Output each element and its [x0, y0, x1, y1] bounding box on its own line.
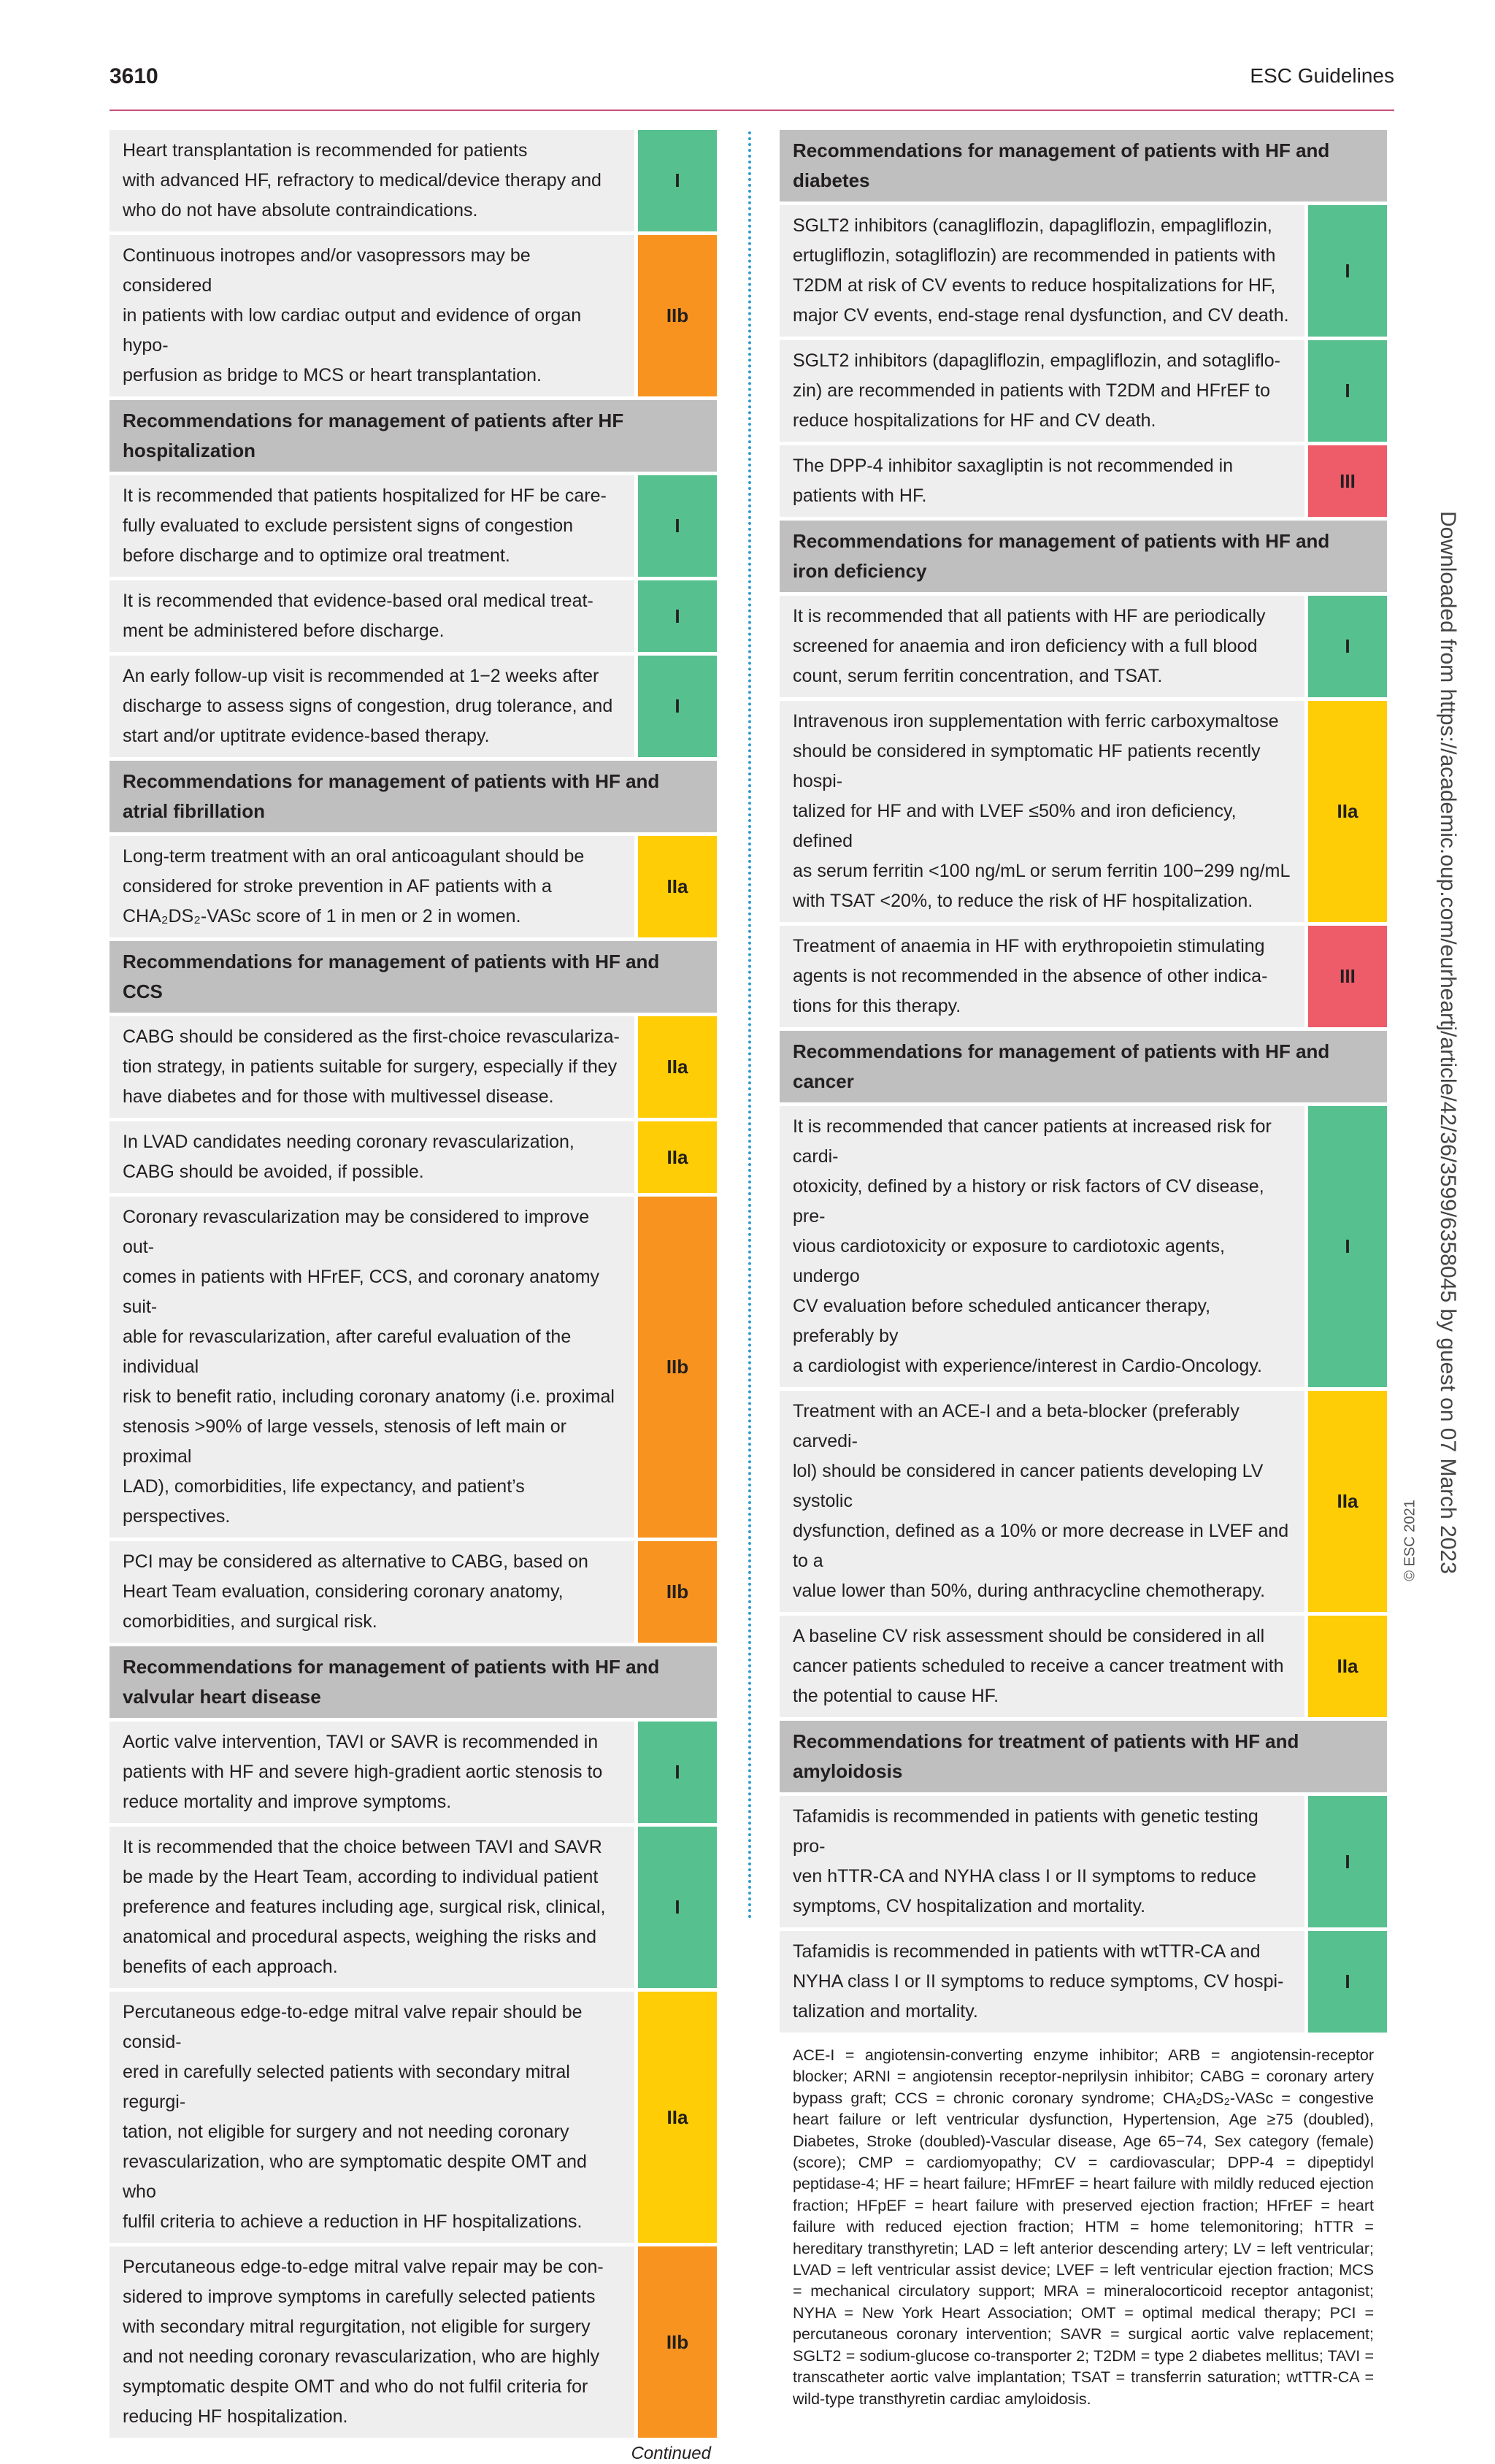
recommendation-row: [780, 1391, 1387, 1612]
recommendation-line: as serum ferritin <100 ng/mL or serum ferritin 100−299 ng/mL: [793, 861, 1291, 881]
recommendation-text: [780, 596, 1304, 697]
section-heading: [109, 1646, 717, 1718]
recommendation-line: Continuous inotropes and/or vasopressors may be considered: [123, 245, 531, 296]
recommendation-line: otoxicity, defined by a history or risk factors of CV disease, pre-: [793, 1176, 1264, 1227]
recommendation-text: [780, 701, 1304, 922]
recommendation-line: patients with HF.: [793, 485, 927, 506]
recommendation-line: A baseline CV risk assessment should be considered in all: [793, 1626, 1265, 1646]
recommendation-text: [109, 1827, 634, 1988]
recommendation-line: CHA₂DS₂-VASc score of 1 in men or 2 in women.: [123, 906, 521, 926]
section-heading-line: Recommendations for management of patients with HF and: [793, 139, 1330, 161]
recommendation-line: comorbidities, and surgical risk.: [123, 1611, 377, 1632]
recommendation-line: cancer patients scheduled to receive a cancer treatment with: [793, 1656, 1284, 1676]
recommendation-line: It is recommended that cancer patients at increased risk for cardi-: [793, 1116, 1272, 1167]
recommendation-line: perfusion as bridge to MCS or heart transplantation.: [123, 365, 542, 385]
recommendation-row: [780, 445, 1387, 517]
right-column: [780, 130, 1387, 2410]
recommendation-line: It is recommended that patients hospitalized for HF be care-: [123, 485, 607, 506]
recommendation-line: able for revascularization, after careful evaluation of the individual: [123, 1327, 572, 1377]
recommendation-line: preference and features including age, surgical risk, clinical,: [123, 1897, 606, 1917]
recommendation-line: Percutaneous edge-to-edge mitral valve repair may be con-: [123, 2257, 604, 2277]
section-heading: [780, 521, 1387, 592]
section-heading-line: cancer: [793, 1070, 854, 1092]
recommendation-text: [780, 340, 1304, 442]
recommendation-class-badge: I: [638, 130, 717, 231]
recommendation-line: It is recommended that all patients with HF are periodically: [793, 606, 1266, 626]
recommendation-row: [780, 926, 1387, 1027]
section-heading: [780, 1721, 1387, 1792]
recommendation-row: [109, 475, 717, 577]
section-heading: [109, 761, 717, 832]
recommendation-line: before discharge and to optimize oral treatment.: [123, 545, 510, 566]
recommendation-row: [780, 1106, 1387, 1387]
section-heading-line: Recommendations for management of patients with HF and: [123, 951, 660, 972]
recommendation-line: vious cardiotoxicity or exposure to cardiotoxic agents, undergo: [793, 1236, 1225, 1286]
section-heading: [780, 130, 1387, 202]
recommendation-line: risk to benefit ratio, including coronary anatomy (i.e. proximal: [123, 1386, 615, 1407]
recommendation-class-badge: IIb: [638, 1541, 717, 1643]
recommendation-line: revascularization, who are symptomatic despite OMT and who: [123, 2152, 587, 2202]
recommendation-line: tion strategy, in patients suitable for surgery, especially if they: [123, 1056, 618, 1077]
recommendation-row: [780, 596, 1387, 697]
recommendation-text: [109, 1121, 634, 1193]
recommendation-text: [780, 1391, 1304, 1612]
page-header: [109, 64, 1394, 105]
recommendation-text: [109, 656, 634, 757]
recommendation-class-badge: I: [638, 475, 717, 577]
recommendation-text: [109, 130, 634, 231]
recommendation-line: It is recommended that evidence-based oral medical treat-: [123, 591, 593, 611]
recommendation-line: stenosis >90% of large vessels, stenosis of left main or proximal: [123, 1416, 566, 1467]
recommendation-class-badge: IIb: [638, 2246, 717, 2438]
section-heading: [109, 941, 717, 1013]
recommendation-class-badge: III: [1308, 926, 1387, 1027]
recommendation-line: CABG should be considered as the first-choice revasculariza-: [123, 1026, 620, 1047]
recommendation-class-badge: I: [1308, 1106, 1387, 1387]
recommendation-text: [780, 205, 1304, 337]
download-notice: [1422, 511, 1473, 1574]
continued-label: Continued: [631, 2444, 711, 2463]
section-heading-line: CCS: [123, 980, 163, 1002]
recommendation-row: [109, 1121, 717, 1193]
recommendation-line: ertugliflozin, sotagliflozin) are recommended in patients with: [793, 245, 1276, 266]
recommendation-row: [109, 1197, 717, 1538]
recommendation-class-badge: IIa: [638, 1992, 717, 2243]
recommendation-class-badge: IIb: [638, 1197, 717, 1538]
recommendation-line: sidered to improve symptoms in carefully selected patients: [123, 2287, 596, 2307]
recommendation-line: T2DM at risk of CV events to reduce hospitalizations for HF,: [793, 275, 1276, 296]
recommendation-line: have diabetes and for those with multivessel disease.: [123, 1086, 554, 1107]
recommendation-text: [109, 2246, 634, 2438]
copyright-text: © ESC 2021: [1402, 1500, 1418, 1581]
recommendation-line: fully evaluated to exclude persistent signs of congestion: [123, 515, 574, 536]
recommendation-line: screened for anaemia and iron deficiency with a full blood: [793, 636, 1258, 656]
recommendation-line: In LVAD candidates needing coronary revascularization,: [123, 1132, 574, 1152]
recommendation-line: Intravenous iron supplementation with ferric carboxymaltose: [793, 711, 1279, 732]
recommendation-line: anatomical and procedural aspects, weighing the risks and: [123, 1927, 596, 1947]
recommendation-line: Heart transplantation is recommended for patients: [123, 140, 528, 161]
recommendation-line: should be considered in symptomatic HF patients recently hospi-: [793, 741, 1261, 791]
recommendation-class-badge: I: [638, 1827, 717, 1988]
recommendation-class-badge: IIa: [638, 836, 717, 937]
recommendation-line: value lower than 50%, during anthracycline chemotherapy.: [793, 1581, 1266, 1601]
recommendation-text: [109, 836, 634, 937]
recommendation-line: considered for stroke prevention in AF patients with a: [123, 876, 552, 897]
recommendation-line: tation, not eligible for surgery and not needing coronary: [123, 2122, 569, 2142]
recommendation-line: be made by the Heart Team, according to individual patient: [123, 1867, 599, 1887]
left-column: [109, 130, 717, 2464]
recommendation-line: LAD), comorbidities, life expectancy, and patient’s perspectives.: [123, 1476, 525, 1527]
recommendation-line: Coronary revascularization may be considered to improve out-: [123, 1207, 590, 1257]
section-heading-line: Recommendations for management of patients with HF and: [793, 1040, 1330, 1062]
recommendation-row: [109, 2246, 717, 2438]
recommendation-line: CABG should be avoided, if possible.: [123, 1162, 424, 1182]
recommendation-line: a cardiologist with experience/interest in Cardio-Oncology.: [793, 1356, 1262, 1376]
recommendation-line: comes in patients with HFrEF, CCS, and coronary anatomy suit-: [123, 1267, 600, 1317]
recommendation-text: [780, 1616, 1304, 1717]
section-heading-line: Recommendations for management of patients with HF and: [793, 530, 1330, 552]
right-recommendations-table: [780, 130, 1387, 2033]
recommendation-line: Aortic valve intervention, TAVI or SAVR is recommended in: [123, 1732, 599, 1752]
recommendation-line: discharge to assess signs of congestion, drug tolerance, and: [123, 696, 613, 716]
recommendation-text: [109, 1541, 634, 1643]
recommendation-class-badge: I: [1308, 596, 1387, 697]
recommendation-class-badge: I: [1308, 1796, 1387, 1927]
recommendation-line: talization and mortality.: [793, 2001, 978, 2022]
column-divider: [748, 131, 751, 1920]
recommendation-row: [109, 235, 717, 396]
recommendation-text: [780, 926, 1304, 1027]
recommendation-line: ment be administered before discharge.: [123, 621, 445, 641]
recommendation-text: [780, 445, 1304, 517]
recommendation-line: tions for this therapy.: [793, 996, 961, 1016]
recommendation-text: [109, 1016, 634, 1118]
recommendation-text: [780, 1106, 1304, 1387]
recommendation-line: with TSAT <20%, to reduce the risk of HF hospitalization.: [793, 891, 1253, 911]
recommendation-text: [109, 580, 634, 652]
recommendation-class-badge: I: [1308, 205, 1387, 337]
recommendation-line: benefits of each approach.: [123, 1957, 338, 1977]
recommendation-text: [109, 1992, 634, 2243]
recommendation-line: The DPP-4 inhibitor saxagliptin is not recommended in: [793, 456, 1234, 476]
abbreviations-footnote: ACE-I = angiotensin-converting enzyme inhibitor; ARB = angiotensin-receptor blocker; ARNI = angiotensin receptor-neprilysin inhibitor; CABG = coronary artery bypass graft; CCS = chronic coronary syndrome; CHA₂DS₂-VASc = congestive heart failure or left ventricular dysfunction, Hypertension, Age ≥75 (doubled), Diabetes, Stroke (doubled)-Vascular disease, Age 65−74, Sex category (female) (score); CMP = cardiomyopathy; CV = cardiovascular; DPP-4 = dipeptidyl peptidase-4; HF = heart failure; HFmrEF = heart failure with mildly reduced ejection fraction; HFpEF = heart failure with preserved ejection fraction; HFrEF = heart failure with reduced ejection fraction; HTM = home telemonitoring; hTTR = hereditary transthyretin; LAD = left anterior descending artery; LV = left ventricular; LVAD = left ventricular assist device; LVEF = left ventricular ejection fraction; MCS = mechanical circulatory support; MRA = mineralocorticoid receptor antagonist; NYHA = New York Heart Association; OMT = optimal medical therapy; PCI = percutaneous coronary intervention; SAVR = surgical aortic valve replacement; SGLT2 = sodium-glucose co-transporter 2; T2DM = type 2 diabetes mellitus; TAVI = transcatheter aortic valve implantation; TSAT = transferrin saturation; wtTTR-CA = wild-type transthyretin cardiac amyloidosis.: [793, 2046, 1374, 2408]
recommendation-text: [780, 1931, 1304, 2033]
recommendation-line: in patients with low cardiac output and evidence of organ hypo-: [123, 305, 582, 356]
recommendation-class-badge: IIa: [638, 1121, 717, 1193]
recommendation-class-badge: I: [1308, 1931, 1387, 2033]
recommendation-line: agents is not recommended in the absence of other indica-: [793, 966, 1268, 986]
recommendation-line: with advanced HF, refractory to medical/device therapy and: [123, 170, 602, 191]
recommendation-line: ven hTTR-CA and NYHA class I or II symptoms to reduce: [793, 1866, 1256, 1887]
section-heading-line: iron deficiency: [793, 560, 927, 582]
recommendation-line: ered in carefully selected patients with secondary mitral regurgi-: [123, 2062, 570, 2112]
recommendation-row: [780, 701, 1387, 922]
recommendation-class-badge: III: [1308, 445, 1387, 517]
recommendation-line: SGLT2 inhibitors (dapagliflozin, empagliflozin, and sotagliflo-: [793, 350, 1280, 371]
recommendation-text: [109, 1197, 634, 1538]
recommendation-line: symptomatic despite OMT and who do not fulfil criteria for: [123, 2376, 588, 2397]
recommendation-row: [109, 1016, 717, 1118]
recommendation-line: count, serum ferritin concentration, and TSAT.: [793, 666, 1163, 686]
recommendation-line: zin) are recommended in patients with T2DM and HFrEF to: [793, 380, 1270, 401]
recommendation-line: NYHA class I or II symptoms to reduce symptoms, CV hospi-: [793, 1971, 1284, 1992]
recommendation-text: [109, 235, 634, 396]
section-heading-line: atrial fibrillation: [123, 800, 266, 822]
recommendation-line: and not needing coronary revascularization, who are highly: [123, 2346, 600, 2367]
recommendation-line: Long-term treatment with an oral anticoagulant should be: [123, 846, 585, 867]
recommendation-class-badge: I: [638, 656, 717, 757]
section-heading: [109, 400, 717, 472]
section-heading-line: Recommendations for management of patients with HF and: [123, 770, 660, 792]
recommendation-line: reduce hospitalizations for HF and CV death.: [793, 410, 1156, 431]
header-rule: [109, 110, 1394, 111]
recommendation-line: Percutaneous edge-to-edge mitral valve repair should be consid-: [123, 2002, 583, 2052]
recommendation-text: [109, 1722, 634, 1823]
recommendation-line: with secondary mitral regurgitation, not eligible for surgery: [123, 2317, 591, 2337]
recommendation-text: [780, 1796, 1304, 1927]
recommendation-row: [109, 1992, 717, 2243]
recommendation-row: [780, 1796, 1387, 1927]
section-heading-line: amyloidosis: [793, 1760, 903, 1782]
recommendation-line: Treatment with an ACE-I and a beta-blocker (preferably carvedi-: [793, 1401, 1240, 1451]
recommendation-line: symptoms, CV hospitalization and mortality.: [793, 1896, 1146, 1916]
recommendation-line: fulfil criteria to achieve a reduction in HF hospitalizations.: [123, 2211, 583, 2232]
download-notice-text: Downloaded from https://academic.oup.com/eurheartj/article/42/36/3599/6358045 by guest on 07 March 2023: [1436, 511, 1460, 1574]
recommendation-line: talized for HF and with LVEF ≤50% and iron deficiency, defined: [793, 801, 1237, 851]
section-heading-line: valvular heart disease: [123, 1686, 321, 1708]
recommendation-row: [780, 1931, 1387, 2033]
recommendation-line: An early follow-up visit is recommended at 1−2 weeks after: [123, 666, 599, 686]
recommendation-class-badge: I: [638, 1722, 717, 1823]
recommendation-row: [109, 1827, 717, 1988]
recommendation-line: lol) should be considered in cancer patients developing LV systolic: [793, 1461, 1264, 1511]
recommendation-row: [109, 1541, 717, 1643]
recommendation-row: [780, 205, 1387, 337]
page-number: 3610: [109, 64, 158, 88]
recommendation-line: Heart Team evaluation, considering coronary anatomy,: [123, 1581, 564, 1602]
recommendation-row: [109, 836, 717, 937]
recommendation-line: patients with HF and severe high-gradient aortic stenosis to: [123, 1762, 603, 1782]
recommendation-class-badge: IIb: [638, 235, 717, 396]
recommendation-class-badge: I: [638, 580, 717, 652]
recommendation-class-badge: IIa: [1308, 1391, 1387, 1612]
recommendation-line: reducing HF hospitalization.: [123, 2406, 348, 2427]
copyright-mark: [1396, 1493, 1425, 1588]
recommendation-line: SGLT2 inhibitors (canagliflozin, dapagliflozin, empagliflozin,: [793, 215, 1272, 236]
recommendation-class-badge: IIa: [1308, 701, 1387, 922]
section-heading-line: diabetes: [793, 169, 870, 191]
journal-title: ESC Guidelines: [1250, 64, 1394, 87]
recommendation-class-badge: I: [1308, 340, 1387, 442]
recommendation-row: [109, 130, 717, 231]
recommendation-line: dysfunction, defined as a 10% or more decrease in LVEF and to a: [793, 1521, 1289, 1571]
section-heading-line: Recommendations for treatment of patients with HF and: [793, 1730, 1299, 1752]
recommendation-line: It is recommended that the choice between TAVI and SAVR: [123, 1837, 602, 1857]
recommendation-row: [109, 656, 717, 757]
section-heading-line: Recommendations for management of patients after HF: [123, 410, 624, 431]
recommendation-class-badge: IIa: [1308, 1616, 1387, 1717]
recommendation-line: start and/or uptitrate evidence-based therapy.: [123, 726, 490, 746]
recommendation-line: Tafamidis is recommended in patients with wtTTR-CA and: [793, 1941, 1261, 1962]
recommendation-class-badge: IIa: [638, 1016, 717, 1118]
recommendation-line: CV evaluation before scheduled anticancer therapy, preferably by: [793, 1296, 1211, 1346]
recommendation-line: the potential to cause HF.: [793, 1686, 999, 1706]
section-heading: [780, 1031, 1387, 1102]
recommendation-line: major CV events, end-stage renal dysfunction, and CV death.: [793, 305, 1289, 326]
recommendation-line: reduce mortality and improve symptoms.: [123, 1792, 452, 1812]
left-recommendations-table: [109, 130, 717, 2438]
recommendation-line: who do not have absolute contraindications.: [123, 200, 478, 220]
recommendation-line: Tafamidis is recommended in patients with genetic testing pro-: [793, 1806, 1258, 1857]
recommendation-line: PCI may be considered as alternative to CABG, based on: [123, 1551, 588, 1572]
section-heading-line: hospitalization: [123, 440, 255, 461]
recommendation-row: [780, 340, 1387, 442]
recommendation-row: [780, 1616, 1387, 1717]
recommendation-row: [109, 1722, 717, 1823]
section-heading-line: Recommendations for management of patients with HF and: [123, 1656, 660, 1678]
recommendation-text: [109, 475, 634, 577]
recommendation-row: [109, 580, 717, 652]
recommendation-line: Treatment of anaemia in HF with erythropoietin stimulating: [793, 936, 1265, 956]
